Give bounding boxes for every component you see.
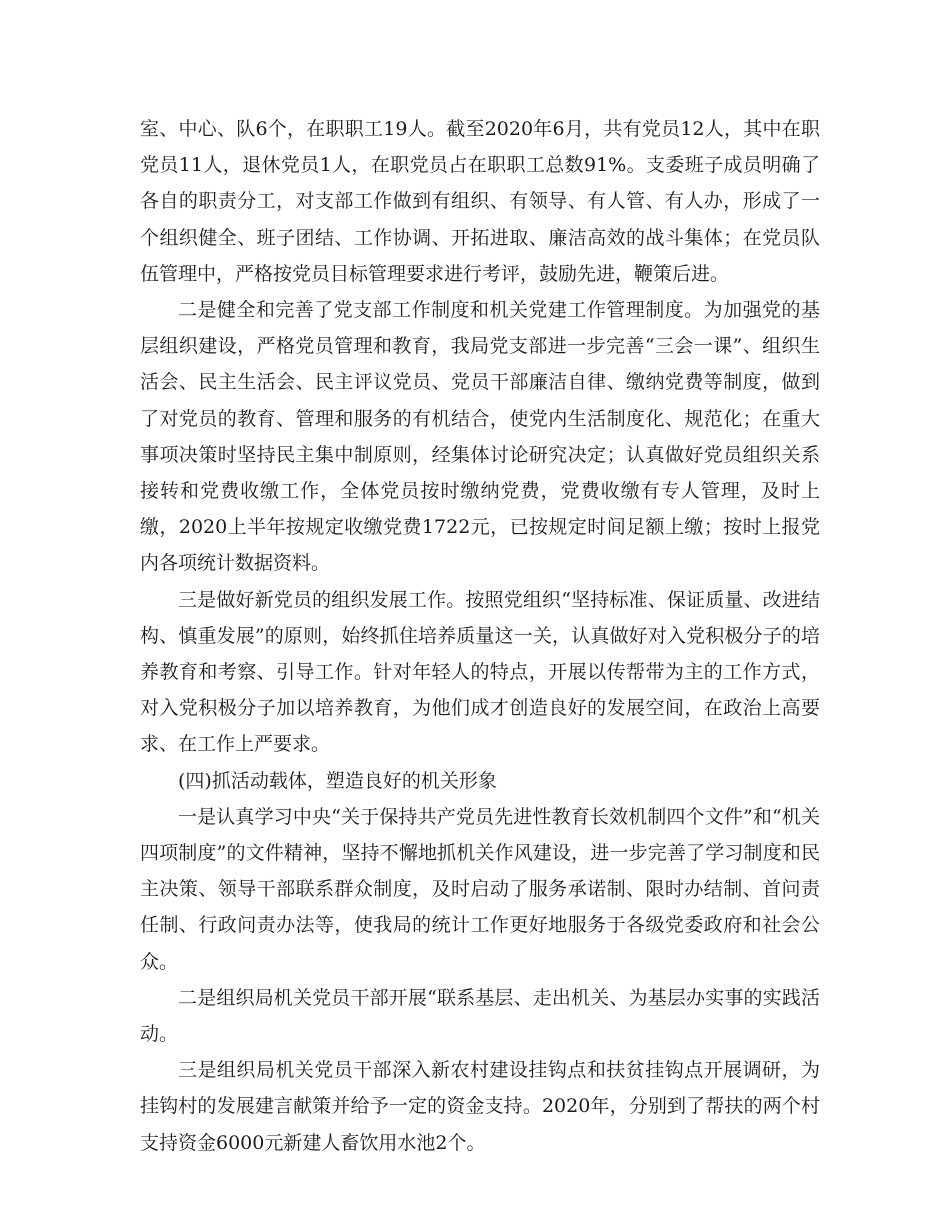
paragraph-study: 一是认真学习中央“关于保持共产党员先进性教育长效机制四个文件”和“机关四项制度”的文件精神，坚持不懈地抓机关作风建设，进一步完善了学习制度和民主决策、领导干部联系群众制度，及时启动了服务承诺制、限时办结制、首问责任制、行政问责办法等，使我局的统计工作更好地服务于各级党委政府和社会公众。: [140, 805, 820, 973]
paragraph-practice: 二是组织局机关党员干部开展“联系基层、走出机关、为基层办实事的实践活动。: [140, 986, 820, 1046]
paragraph-new-members: 三是做好新党员的组织发展工作。按照党组织“坚持标准、保证质量、改进结构、慎重发展”的原则，始终抓住培养质量这一关，认真做好对入党积极分子的培养教育和考察、引导工作。针对年轻人的特点，开展以传帮带为主的工作方式，对入党积极分子加以培养教育，为他们成才创造良好的发展空间，在政治上高要求、在工作上严要求。: [140, 588, 820, 756]
section-heading: (四)抓活动载体，塑造良好的机关形象: [178, 769, 497, 792]
paragraph-party-system: 二是健全和完善了党支部工作制度和机关党建工作管理制度。为加强党的基层组织建设，严格党员管理和教育，我局党支部进一步完善“三会一课”、组织生活会、民主生活会、民主评议党员、党员干部廉洁自律、缴纳党费等制度，做到了对党员的教育、管理和服务的有机结合，使党内生活制度化、规范化；在重大事项决策时坚持民主集中制原则，经集体讨论研究决定；认真做好党员组织关系接转和党费收缴工作，全体党员按时缴纳党费，党费收缴有专人管理，及时上缴，2020上半年按规定收缴党费1722元，已按规定时间足额上缴；按时上报党内各项统计数据资料。: [140, 299, 820, 575]
paragraph-continued: 室、中心、队6个，在职职工19人。截至2020年6月，共有党员12人，其中在职党员11人，退休党员1人，在职党员占在职职工总数91%。支委班子成员明确了各自的职责分工，对支部工作做到有组织、有领导、有人管、有人办，形成了一个组织健全、班子团结、工作协调、开拓进取、廉洁高效的战斗集体；在党员队伍管理中，严格按党员目标管理要求进行考评，鼓励先进，鞭策后进。: [140, 118, 820, 285]
paragraph-support: 三是组织局机关党员干部深入新农村建设挂钩点和扶贫挂钩点开展调研，为挂钩村的发展建言献策并给予一定的资金支持。2020年，分别到了帮扶的两个村支持资金6000元新建人畜饮用水池2个。: [140, 1059, 820, 1154]
document-body: [140, 111, 820, 1161]
